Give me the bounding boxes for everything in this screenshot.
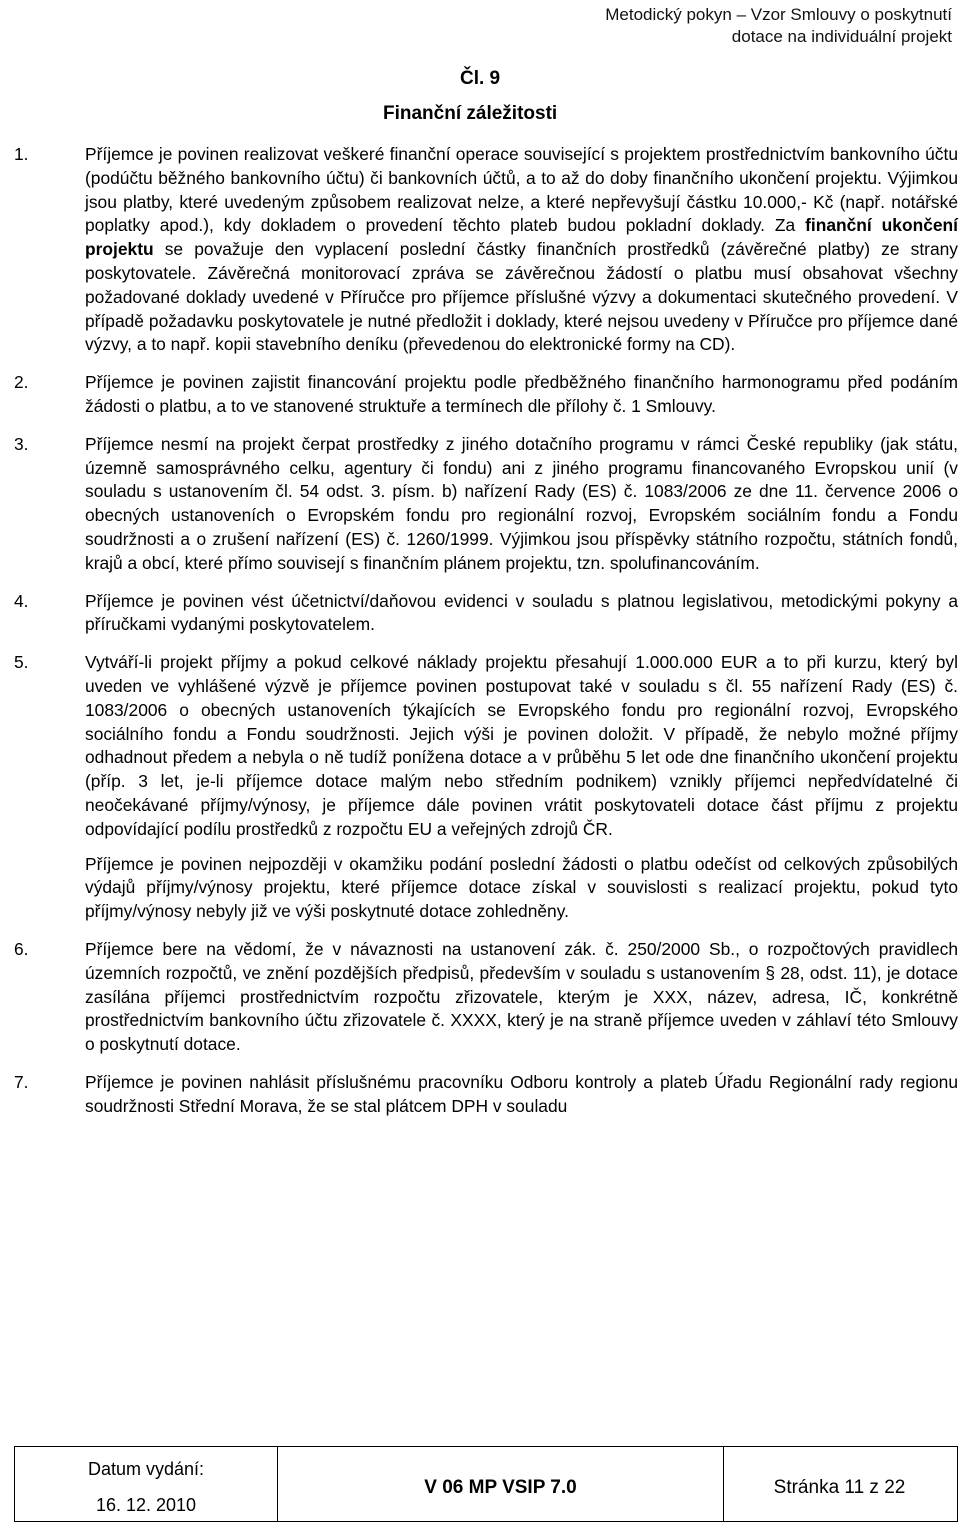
item-number: 4. (14, 590, 29, 611)
list-item (14, 1071, 958, 1119)
footer-date-cell (15, 1447, 277, 1521)
item-text: Příjemce nesmí na projekt čerpat prostředky z jiného dotačního programu v rámci České republiky (jak státu, územně samosprávného celku, agentury či fondu) ani z jiného programu financovaného Evropskou unií (v souladu s ustanovením čl. 54 odst. 3. písm. b) nařízení Rady (ES) č. 1083/2006 ze dne 11. července 2006 o obecných ustanoveních o Evropském fondu pro regionální rozvoj, Evropském sociálním fondu a Fondu soudržnosti a o zrušení nařízení (ES) č. 1260/1999. Výjimkou jsou příspěvky státního rozpočtu, státních fondů, krajů a obcí, které přímo souvisejí s finančním plánem projektu, tzn. spolufinancováním. (85, 433, 958, 573)
item-number: 1. (14, 144, 29, 164)
page-footer (14, 1446, 958, 1522)
item-number: 7. (14, 1071, 29, 1092)
item-number: 2. (14, 372, 29, 393)
item-text: Příjemce je povinen zajistit financování projektu podle předběžného finančního harmonogramu před podáním žádosti o platbu, a to ve stanovené struktuře a termínech dle přílohy č. 1 Smlouvy. (85, 372, 958, 416)
list-item (14, 143, 958, 357)
page-header (605, 4, 952, 48)
item-text: Příjemce je povinen nahlásit příslušnému pracovníku Odboru kontroly a plateb Úřadu Regionální rady regionu soudržnosti Střední Morava, že se stal plátcem DPH v souladu (85, 1071, 958, 1116)
item-text (85, 143, 958, 357)
article-body (14, 143, 958, 1132)
item-text: Příjemce je povinen vést účetnictví/daňovou evidenci v souladu s platnou legislativou, metodickými pokyny a příručkami vydanými poskytovatelem. (85, 590, 958, 635)
item-number: 6. (14, 938, 29, 959)
item-number: 5. (14, 652, 29, 673)
list-item (14, 433, 958, 576)
article-title: Finanční záležitosti (383, 103, 558, 124)
footer-page-cell (722, 1447, 957, 1521)
list-item (14, 590, 958, 638)
article-number: Čl. 9 (460, 68, 501, 89)
item-extra-paragraph: Příjemce je povinen nejpozději v okamžiku podání poslední žádosti o platbu odečíst od celkových způsobilých výdajů příjmy/výnosy projektu, které příjemce dotace získal v souvislosti s realizací projektu, pokud tyto příjmy/výnosy nebyly již ve výši poskytnuté dotace zohledněny. (85, 853, 958, 922)
page-number: Stránka 11 z 22 (773, 1477, 906, 1498)
date-value: 16. 12. 2010 (95, 1495, 197, 1515)
document-code: V 06 MP VSIP 7.0 (424, 1477, 577, 1498)
item-text-part: Příjemce je povinen realizovat veškeré finanční operace související s projektem prostřednictvím bankovního účtu (podúčtu běžného bankovního účtu) či bankovních účtů, a to až do doby finančního ukončení projektu. Výjimkou jsou platby, které uvedeným způsobem realizovat nelze, a které nepřevyšují částku 10.000,- Kč (např. notářské poplatky apod.), kdy dokladem o provedení těchto plateb budou pokladní doklady. Za (85, 144, 958, 236)
bold-term: finanční ukončení projektu (85, 215, 959, 260)
list-item (14, 651, 958, 924)
item-text-part: se považuje den vyplacení poslední částky finančních prostředků (závěrečné platby) ze strany poskytovatele. Závěrečná monitorovací zpráva se závěrečnou žádostí o platbu musí obsahovat všechny požadované doklady uvedené v Příručce pro příjemce příslušné výzvy a dokumentaci skutečného provedení. V případě požadavku poskytovatele je nutné předložit i doklady, které nejsou uvedeny v Příručce pro příjemce dané výzvy, a to např. kopii stavebního deníku (převedenou do elektronické formy na CD). (85, 239, 958, 355)
header-line-2: dotace na individuální projekt (731, 27, 952, 46)
header-line-1: Metodický pokyn – Vzor Smlouvy o poskytnutí (605, 5, 952, 24)
item-text: Příjemce bere na vědomí, že v návaznosti na ustanovení zák. č. 250/2000 Sb., o rozpočtových pravidlech územních rozpočtů, ve znění pozdějších předpisů, především v souladu s ustanovením § 28, odst. 11), je dotace zasílána příjemci prostřednictvím rozpočtu zřizovatele, kterým je XXX, název, adresa, IČ, konkrétně prostřednictvím bankovního účtu zřizovatele č. XXXX, který je na straně příjemce uveden v záhlaví této Smlouvy o poskytnutí dotace. (85, 938, 958, 1055)
item-text: Vytváří-li projekt příjmy a pokud celkové náklady projektu přesahují 1.000.000 EUR a to při kurzu, který byl uveden ve vyhlášené výzvě je příjemce povinen postupovat také v souladu s čl. 55 nařízení Rady (ES) č. 1083/2006 o obecných ustanoveních týkajících se Evropského fondu pro regionální rozvoj, Evropského sociálního fondu a Fondu soudržnosti. Jejich výši je povinen doložit. V případě, že nebylo možné příjmy odhadnout předem a nebyla o ně tudíž ponížena dotace a v průběhu 5 let ode dne finančního ukončení projektu (příp. 3 let, je-li příjemce dotace malým nebo středním podnikem) vznikly příjemci nepředvídatelné či neočekávané příjmy/výnosy, je příjemce dále povinen vrátit poskytovateli dotace část příjmu z projektu odpovídající podílu prostředků z rozpočtu EU a veřejných zdrojů ČR. (85, 652, 958, 839)
footer-code-cell (277, 1447, 724, 1521)
date-label: Datum vydání: (87, 1459, 205, 1479)
list-item (14, 371, 958, 419)
item-number: 3. (14, 433, 29, 454)
list-item (14, 938, 958, 1057)
